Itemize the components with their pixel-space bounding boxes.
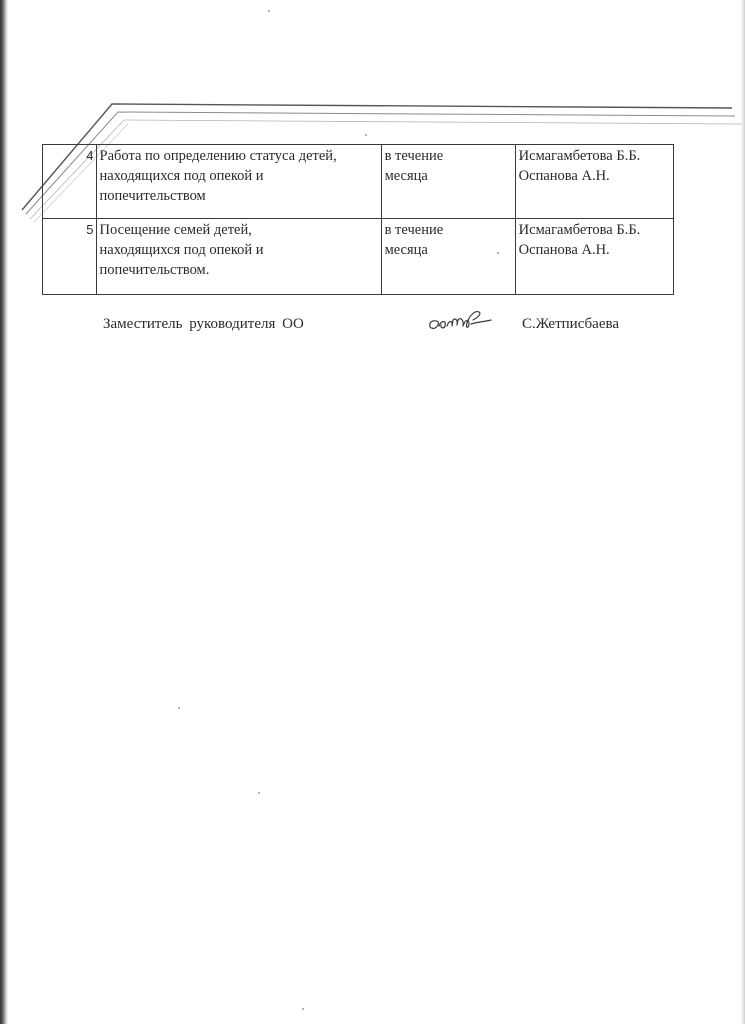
responsible-cell bbox=[515, 145, 673, 219]
responsible-cell bbox=[515, 219, 673, 295]
responsible-line: Исмагамбетова Б.Б. bbox=[518, 148, 641, 164]
event-line: попечительством. bbox=[99, 262, 210, 278]
signatory-position: Заместитель руководителя ОО bbox=[103, 316, 304, 332]
scan-left-edge-shadow bbox=[0, 0, 8, 1024]
event-line: Посещение семей детей, bbox=[99, 222, 252, 238]
term-line: месяца bbox=[384, 242, 428, 258]
scan-speck bbox=[365, 134, 367, 136]
signatory-name: С.Жетписбаева bbox=[522, 316, 620, 332]
term-cell bbox=[381, 145, 515, 219]
row-number: 5 bbox=[43, 219, 97, 295]
row-number: 4 bbox=[43, 145, 97, 219]
event-line: попечительством bbox=[99, 188, 206, 204]
scan-speck bbox=[178, 707, 180, 709]
term-cell bbox=[381, 219, 515, 295]
term-line: в течение bbox=[384, 148, 444, 164]
scan-right-edge-shadow bbox=[741, 0, 745, 1024]
event-line: Работа по определению статуса детей, bbox=[99, 148, 337, 164]
table-row bbox=[43, 145, 674, 219]
term-line: в течение bbox=[384, 222, 444, 238]
scan-speck bbox=[302, 1008, 304, 1010]
activity-plan-table bbox=[42, 144, 674, 295]
event-line: находящихся под опекой и bbox=[99, 168, 264, 184]
event-cell bbox=[96, 219, 381, 295]
scan-speck bbox=[268, 10, 270, 12]
responsible-line: Оспанова А.Н. bbox=[518, 168, 610, 184]
event-line: находящихся под опекой и bbox=[99, 242, 264, 258]
signature-block bbox=[0, 314, 745, 344]
term-line: месяца bbox=[384, 168, 428, 184]
table-row bbox=[43, 219, 674, 295]
scan-speck bbox=[258, 792, 260, 794]
responsible-line: Исмагамбетова Б.Б. bbox=[518, 222, 641, 238]
handwritten-signature bbox=[425, 306, 495, 342]
event-cell bbox=[96, 145, 381, 219]
responsible-line: Оспанова А.Н. bbox=[518, 242, 610, 258]
